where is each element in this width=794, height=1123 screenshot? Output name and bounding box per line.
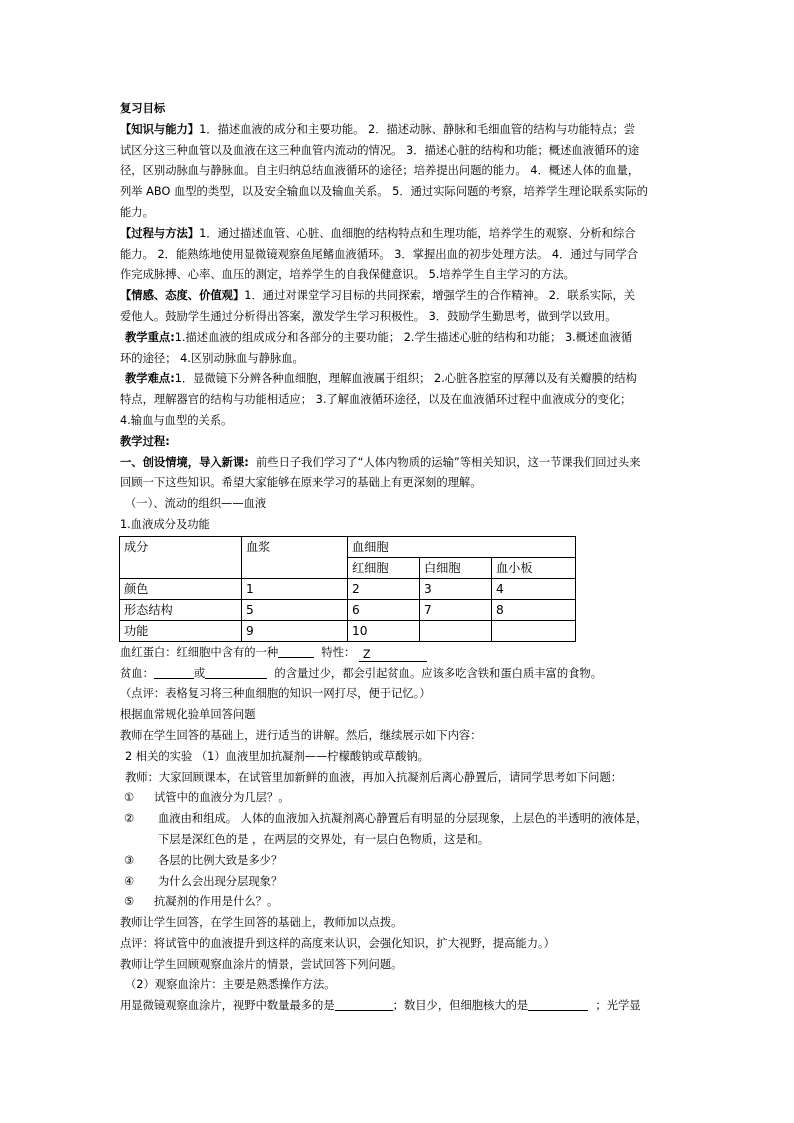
table-row [120, 578, 576, 599]
document-page [120, 99, 676, 1017]
section-title: （一）、流动的组织——血液 [125, 497, 267, 511]
emotion-text: 1．通过对课堂学习目标的共同探索，增强学生的合作精神。 2．联系实际，关 [244, 289, 636, 303]
knowledge-text: 1．描述血液的成分和主要功能。 2．描述动脉、静脉和毛细血管的结构与功能特点；尝 [199, 122, 636, 136]
knowledge-goals [120, 120, 676, 224]
header-component: 成分 [120, 536, 242, 578]
difficulties-text: 1．显微镜下分辨各种血细胞，理解血液属于组织； 2.心脏各腔室的厚薄以及有关瓣膜的结构 [174, 372, 637, 386]
difficulties-label: 教学难点: [125, 372, 175, 386]
cell-value: 3 [420, 578, 492, 599]
cell-value: 4 [492, 578, 576, 599]
knowledge-text: 列举 ABO 血型的类型，以及安全输血以及输血关系。 5．通过实际问题的考察，培养学生理论联系实际的 [120, 185, 648, 199]
process-text: 作完成脉搏、心率、血压的测定，培养学生的自我保健意识。 5.培养学生自主学习的方法。 [120, 268, 575, 282]
blank-line [278, 644, 314, 658]
blank-line [335, 997, 393, 1011]
routine-line: 根据血常规化验单回答问题 [120, 708, 256, 722]
blank-line [205, 665, 267, 679]
emotion-label: 【情感、态度、价值观】 [120, 289, 245, 303]
row-label: 形态结构 [120, 599, 242, 620]
header-blood-cells: 血细胞 [348, 536, 576, 557]
teacher-line: 教师让学生回顾观察血涂片的情景，尝试回答下列问题。 [120, 957, 403, 971]
table-row [120, 620, 576, 641]
knowledge-label: 【知识与能力】 [120, 122, 200, 136]
cell-value: 6 [348, 599, 420, 620]
anemia-line: 贫血： 或 的含量过少，都会引起贫血。应该多吃含铁和蛋白质丰富的食物。 [120, 666, 603, 680]
cell-value [492, 620, 576, 641]
cell-value: 2 [348, 578, 420, 599]
process-text: 1．通过描述血管、心脏、血细胞的结构特点和生理功能，培养学生的观察、分析和综合 [199, 226, 636, 240]
intro-text: 回顾一下这些知识。希望大家能够在原来学习的基础上有更深刻的理解。 [120, 476, 482, 490]
comment-note: （点评：表格复习将三种血细胞的知识一网打尽，便于记忆。） [120, 687, 431, 701]
table-row [120, 599, 576, 620]
teacher-line: 教师让学生回答，在学生回答的基础上，教师加以点拨。 [120, 916, 403, 930]
question-item: ② 血液由和组成。 人体的血液加入抗凝剂离心静置后有明显的分层现象，上层色的半透明的液体是， 下层是深红色的是 ，在两层的交界处，有一层白色物质，这是和。 [124, 812, 648, 846]
cell-value: 9 [242, 620, 348, 641]
key-points-label: 教学重点: [125, 330, 175, 344]
question-item: ⑤ 抗凝剂的作用是什么？。 [124, 895, 279, 909]
question-item: ① 试管中的血液分为几层？。 [124, 791, 290, 805]
header-white-cell: 白细胞 [420, 557, 492, 578]
process-goals [120, 224, 676, 286]
emotion-goals [120, 286, 676, 328]
blood-components-table [119, 536, 576, 642]
knowledge-text: 试区分这三种血管以及血液在这三种血管内流动的情况。 3．描述心脏的结构和功能；概述血液循环的途 [120, 143, 640, 157]
subsection-title: 1.血液成分及功能 [120, 517, 210, 531]
blank-line [528, 997, 588, 1011]
cell-value: 10 [348, 620, 420, 641]
experiment-line: 2 相关的实验 （1）血液里加抗凝剂——柠檬酸钠或草酸钠。 [125, 749, 429, 763]
hemoglobin-line: 血红蛋白：红细胞中含有的一种 特性： Z [120, 643, 676, 664]
header-platelet: 血小板 [492, 557, 576, 578]
knowledge-text: 径，区别动脉血与静脉血。自主归纳总结血液循环的途径；培养提出问题的能力。 4．概述人体的血量， [120, 164, 640, 178]
header-red-cell: 红细胞 [348, 557, 420, 578]
process-text: 能力。 2．能熟练地使用显微镜观察鱼尾鳍血液循环。 3．掌握出血的初步处理方法。 4．通过与同学合 [120, 247, 639, 261]
key-points [120, 328, 676, 370]
comment-note: 点评：将试管中的血液提升到这样的高度来认识，会强化知识，扩大视野，提高能力。） [120, 936, 555, 950]
cell-value: 5 [242, 599, 348, 620]
final-line: 用显微镜观察血涂片，视野中数量最多的是 ；数目少，但细胞核大的是 ；光学显 [120, 999, 641, 1013]
intro-section [120, 453, 676, 495]
cell-value: 7 [420, 599, 492, 620]
row-label: 颜色 [120, 578, 242, 599]
cell-value: 8 [492, 599, 576, 620]
intro-label: 一、创设情境，导入新课: [120, 455, 249, 469]
teacher-question-intro: 教师：大家回顾课本，在试管里加新鲜的血液，再加入抗凝剂后离心静置后，请同学思考如下问题： [125, 770, 623, 784]
process-label: 【过程与方法】 [120, 226, 200, 240]
intro-text: 前些日子我们学习了“人体内物质的运输”等相关知识，这一节课我们回过头来 [255, 455, 641, 469]
review-goals-heading: 复习目标 [120, 102, 166, 115]
knowledge-text: 能力。 [120, 205, 154, 219]
question-item: ④ 为什么会出现分层现象？ [124, 874, 283, 888]
difficulties-text: 4.输血与血型的关系。 [120, 413, 233, 427]
smear-line: （2）观察血涂片：主要是熟悉操作方法。 [125, 978, 336, 992]
cell-value: 1 [242, 578, 348, 599]
emotion-text: 爱他人。鼓励学生通过分析得出答案，激发学生学习积极性。 3．鼓励学生勤思考，做到学以致用。 [120, 309, 617, 323]
difficulties [120, 369, 676, 431]
table-header-row [120, 536, 576, 557]
question-item: ③ 各层的比例大致是多少？ [124, 853, 283, 867]
row-label: 功能 [120, 620, 242, 641]
cell-value [420, 620, 492, 641]
header-plasma: 血浆 [242, 536, 348, 578]
key-points-text: 1.描述血液的组成成分和各部分的主要功能； 2.学生描述心脏的结构和功能； 3.概述血液循 [174, 330, 633, 344]
teacher-line: 教师在学生回答的基础上，进行适当的讲解。然后，继续展示如下内容： [120, 728, 482, 742]
filled-blank: Z [359, 648, 427, 662]
blank-line [154, 665, 194, 679]
teaching-process-heading: 教学过程: [120, 434, 170, 448]
key-points-text: 环的途径； 4.区别动脉血与静脉血。 [120, 351, 304, 365]
difficulties-text: 特点，理解器官的结构与功能相适应； 3.了解血液循环途径，以及在血液循环过程中血液成分的变化； [120, 393, 632, 407]
